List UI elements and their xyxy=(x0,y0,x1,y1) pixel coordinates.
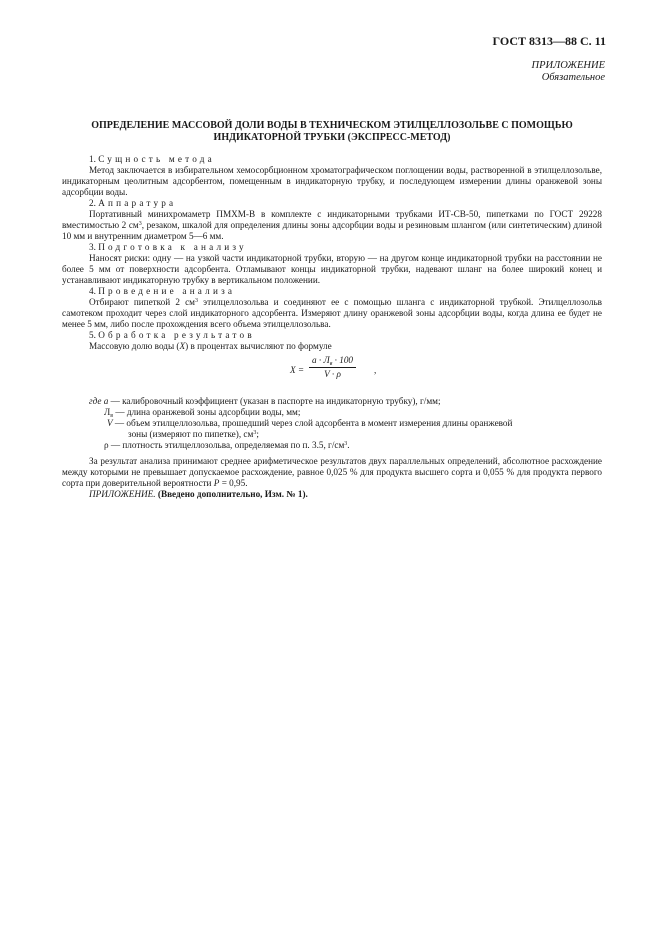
page-header: ГОСТ 8313—88 С. 11 xyxy=(492,34,606,48)
document-body xyxy=(62,154,602,500)
where-rho: ρ — плотность этилцеллозольва, определяемая по п. 3.5, $г/см^3$. xyxy=(104,440,350,450)
formula-fraction xyxy=(309,355,356,380)
footer-note: ПРИЛОЖЕНИЕ. (Введено дополнительно, Изм. № 1). xyxy=(89,489,308,499)
result-paragraph: За результат анализа принимают среднее арифметическое результатов двух параллельных определений, абсолютное расхождение между которыми не превышает допускаемое расхождение, равное 0,025 % для продукта высшего сорта и 0,055 % для продукта первого сорта при доверительной вероятности P = 0,95. xyxy=(62,456,602,488)
section-4-heading: 4. Проведение анализа xyxy=(89,286,236,296)
where-v-cont: зоны (измеряют по пипетке), $см^3$; xyxy=(128,429,259,439)
section-3-text: Наносят риски: одну — на узкой части индикаторной трубки, вторую — на другом конце индикаторной трубки на расстоянии не более 5 мм от поверхности адсорбента. Отламывают концы индикаторной трубки, надевают шланг на более широкий конец и устанавливают индикаторную трубку в вертикальном положении. xyxy=(62,253,602,285)
section-4-text: Отбирают пипеткой 2 $см^3$ этилцеллозольва и соединяют ее с помощью шланга с индикаторной трубкой. Этилцеллозольв самотеком проходит через слой индикаторного адсорбента. Измеряют длину оранжевой зоны адсорбции воды, когда длина ее будет не менее 5 мм, либо после прохождения всего объема этилцеллозольва. xyxy=(62,297,602,329)
appendix-block xyxy=(532,60,606,84)
appendix-label: ПРИЛОЖЕНИЕ xyxy=(531,60,605,71)
where-l: $Л_в$ — длина оранжевой зоны адсорбции воды, мм; xyxy=(104,407,301,419)
formula-comma: , xyxy=(374,365,377,375)
section-2-heading: 2. Аппаратура xyxy=(89,198,177,208)
appendix-status: Обязательное xyxy=(541,72,605,83)
document-title: ОПРЕДЕЛЕНИЕ МАССОВОЙ ДОЛИ ВОДЫ В ТЕХНИЧЕСКОМ ЭТИЛЦЕЛЛОЗОЛЬВЕ С ПОМОЩЬЮ ИНДИКАТОРНОЙ ТРУБКИ (ЭКСПРЕСС-МЕТОД) xyxy=(91,120,573,143)
where-a: где a — калибровочный коэффициент (указан в паспорте на индикаторную трубку), г/мм; xyxy=(89,396,441,406)
formula-denominator: V · ρ xyxy=(324,369,341,379)
section-1-heading: 1. Сущность метода xyxy=(89,154,215,164)
formula-numerator: $a \cdot Л_в \cdot 100$ xyxy=(309,355,356,368)
section-2-text: Портативный минихромаметр ПМХМ-В в комплекте с индикаторными трубками ИТ-СВ-50, пипетками по ГОСТ 29228 вместимостью 2 $см^3$, резаком, шкалой для определения длины зоны адсорбции воды и резиновым шлангом (или синтетическим) длиной 10 мм и внутренним диаметром 5—6 мм. xyxy=(62,209,602,241)
section-1-text: Метод заключается в избирательном хемосорбционном хроматографическом поглощении воды, растворенной в этилцеллозольве, индикаторным цеолитным адсорбентом, помещенным в индикаторную трубку, и последующем измерении длины оранжевой зоны адсорбции воды. xyxy=(62,165,602,197)
formula xyxy=(62,355,602,391)
section-3-heading: 3. Подготовка к анализу xyxy=(89,242,247,252)
formula-lhs: X = xyxy=(290,365,305,375)
section-5-intro: Массовую долю воды (X) в процентах вычисляют по формуле xyxy=(89,341,332,351)
section-5-heading: 5. Обработка результатов xyxy=(89,330,255,340)
where-v: V — объем этилцеллозольва, прошедший через слой адсорбента в момент измерения длины оранжевой xyxy=(107,418,513,428)
